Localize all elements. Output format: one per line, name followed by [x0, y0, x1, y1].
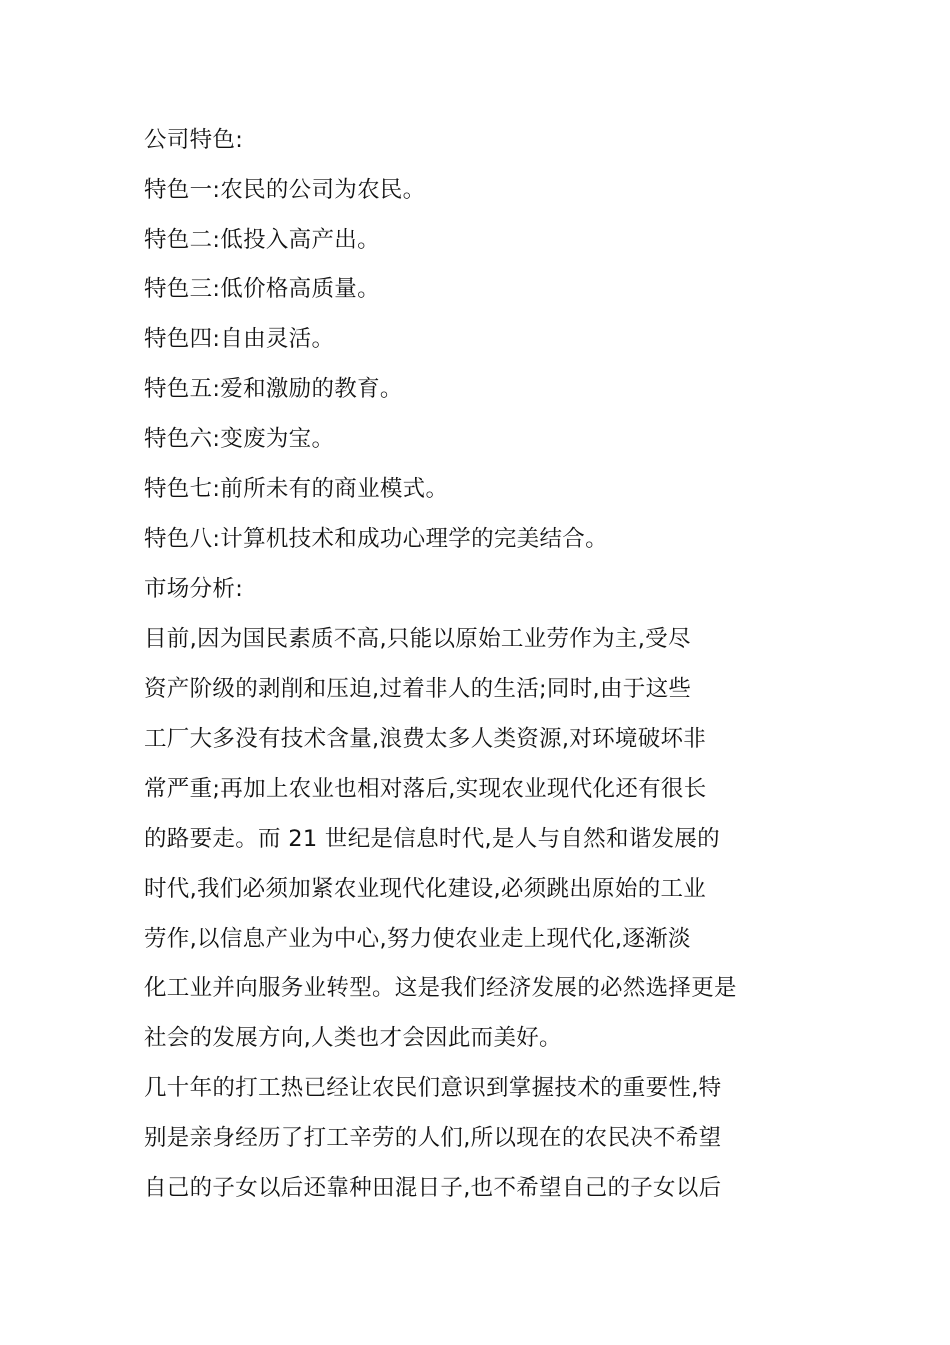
heading-market-analysis: 市场分析:: [144, 576, 244, 602]
feature-item: 特色六:变废为宝。: [144, 426, 335, 452]
heading-company-features: 公司特色:: [144, 127, 244, 153]
feature-item: 特色四:自由灵活。: [144, 326, 335, 352]
feature-item: 特色八:计算机技术和成功心理学的完美结合。: [144, 526, 608, 552]
paragraph-line: 的路要走。而 21 世纪是信息时代,是人与自然和谐发展的: [144, 826, 720, 852]
feature-item: 特色二:低投入高产出。: [144, 227, 380, 253]
feature-item: 特色五:爱和激励的教育。: [144, 376, 403, 402]
paragraph-line: 资产阶级的剥削和压迫,过着非人的生活;同时,由于这些: [144, 676, 692, 702]
feature-item: 特色七:前所未有的商业模式。: [144, 476, 449, 502]
paragraph-line: 化工业并向服务业转型。这是我们经济发展的必然选择更是: [144, 975, 737, 1001]
paragraph-line: 别是亲身经历了打工辛劳的人们,所以现在的农民决不希望: [144, 1125, 722, 1151]
paragraph-line: 几十年的打工热已经让农民们意识到掌握技术的重要性,特: [144, 1075, 722, 1101]
feature-item: 特色三:低价格高质量。: [144, 276, 380, 302]
paragraph-line: 常严重;再加上农业也相对落后,实现农业现代化还有很长: [144, 776, 707, 802]
paragraph-line: 社会的发展方向,人类也才会因此而美好。: [144, 1025, 562, 1051]
paragraph-line: 自己的子女以后还靠种田混日子,也不希望自己的子女以后: [144, 1175, 722, 1201]
feature-item: 特色一:农民的公司为农民。: [144, 177, 426, 203]
paragraph-line: 目前,因为国民素质不高,只能以原始工业劳作为主,受尽: [144, 626, 691, 652]
paragraph-line: 劳作,以信息产业为中心,努力使农业走上现代化,逐渐淡: [144, 926, 691, 952]
paragraph-line: 时代,我们必须加紧农业现代化建设,必须跳出原始的工业: [144, 876, 707, 902]
paragraph-line: 工厂大多没有技术含量,浪费太多人类资源,对环境破坏非: [144, 726, 707, 752]
